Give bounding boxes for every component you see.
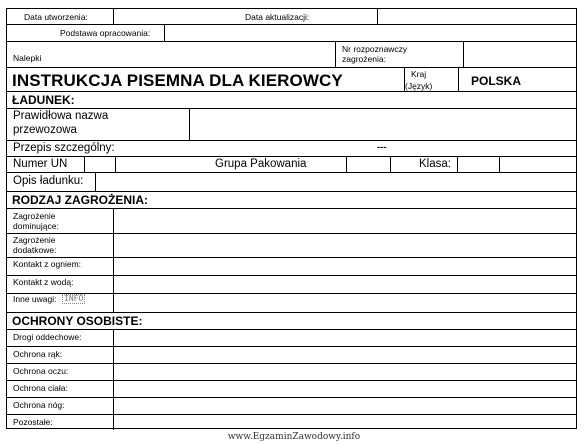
label-prawidlowa-nazwa: Prawidłowa nazwa	[13, 110, 109, 122]
label-ochrona-oczu: Ochrona oczu:	[13, 366, 69, 376]
divider	[7, 91, 576, 92]
country-value: POLSKA	[471, 74, 522, 88]
divider	[7, 108, 576, 109]
divider	[7, 208, 576, 209]
divider	[390, 156, 391, 172]
divider	[7, 24, 576, 25]
divider	[346, 156, 347, 172]
label-ochrona-ciala: Ochrona ciała:	[13, 383, 68, 393]
divider	[84, 156, 85, 172]
divider	[7, 257, 576, 258]
divider	[7, 312, 576, 313]
divider	[458, 67, 459, 91]
footer-url: www.EgzaminZawodowy.info	[227, 432, 361, 442]
label-grupa-pakowania: Grupa Pakowania	[215, 158, 307, 170]
divider	[7, 380, 576, 381]
divider	[113, 9, 114, 24]
divider	[113, 208, 114, 312]
divider	[7, 41, 576, 42]
label-kraj: Kraj	[411, 69, 427, 79]
divider	[335, 41, 336, 67]
divider	[7, 346, 576, 347]
divider	[7, 329, 576, 330]
divider	[7, 397, 576, 398]
przepis-value: ---	[377, 142, 387, 153]
divider	[377, 9, 378, 24]
divider	[463, 41, 464, 67]
label-numer-un: Numer UN	[13, 158, 68, 170]
divider	[7, 414, 576, 415]
instruction-form	[6, 8, 577, 429]
label-zagrozenie-dominujace: Zagrożenie	[13, 211, 56, 221]
label-dodatkowe: dodatkowe:	[13, 245, 57, 255]
label-ochrona-rak: Ochrona rąk:	[13, 349, 63, 359]
label-nalepki: Nalepki	[13, 53, 42, 63]
section-rodzaj-zagrozenia: RODZAJ ZAGROŻENIA:	[12, 193, 148, 207]
label-nr-rozpoznawczy: Nr rozpoznawczy	[342, 44, 408, 54]
divider	[164, 24, 165, 41]
divider	[7, 156, 576, 157]
label-ochrona-nog: Ochrona nóg:	[13, 400, 65, 410]
label-inne-uwagi: Inne uwagi:	[13, 294, 57, 304]
label-przepis-szczegolny: Przepis szczególny:	[13, 142, 115, 154]
divider	[7, 67, 576, 68]
label-drogi-oddechowe: Drogi oddechowe:	[13, 332, 82, 342]
label-dominujace: dominujące:	[13, 221, 59, 231]
divider	[189, 108, 190, 140]
label-przewozowa: przewozowa	[13, 124, 77, 136]
divider	[7, 275, 576, 276]
label-kontakt-z-ogniem: Kontakt z ogniem:	[13, 259, 82, 269]
divider	[7, 140, 576, 141]
label-data-aktualizacji: Data aktualizacji:	[245, 12, 310, 22]
label-podstawa-opracowania: Podstawa opracowania:	[60, 28, 151, 38]
divider	[7, 293, 576, 294]
info-stamp: INFO	[64, 294, 84, 303]
label-nr-rozpoznawczy-cont: zagrożenia:	[342, 54, 386, 64]
divider	[499, 156, 500, 172]
divider	[7, 363, 576, 364]
section-ochrony-osobiste: OCHRONY OSOBISTE:	[12, 314, 143, 328]
divider	[95, 172, 96, 191]
label-klasa: Klasa:	[419, 158, 451, 170]
label-pozostale: Pozostałe:	[13, 417, 53, 427]
label-opis-ladunku: Opis ładunku:	[13, 175, 84, 187]
divider	[115, 156, 116, 172]
label-zagrozenie-dodatkowe: Zagrożenie	[13, 235, 56, 245]
divider	[7, 172, 576, 173]
section-ladunek: ŁADUNEK:	[12, 93, 75, 107]
divider	[7, 191, 576, 192]
label-kontakt-z-woda: Kontakt z wodą:	[13, 277, 74, 287]
label-jezyk: (Język)	[405, 81, 433, 91]
divider	[7, 233, 576, 234]
divider	[457, 156, 458, 172]
form-title: INSTRUKCJA PISEMNA DLA KIEROWCY	[12, 71, 343, 90]
label-data-utworzenia: Data utworzenia:	[24, 12, 88, 22]
